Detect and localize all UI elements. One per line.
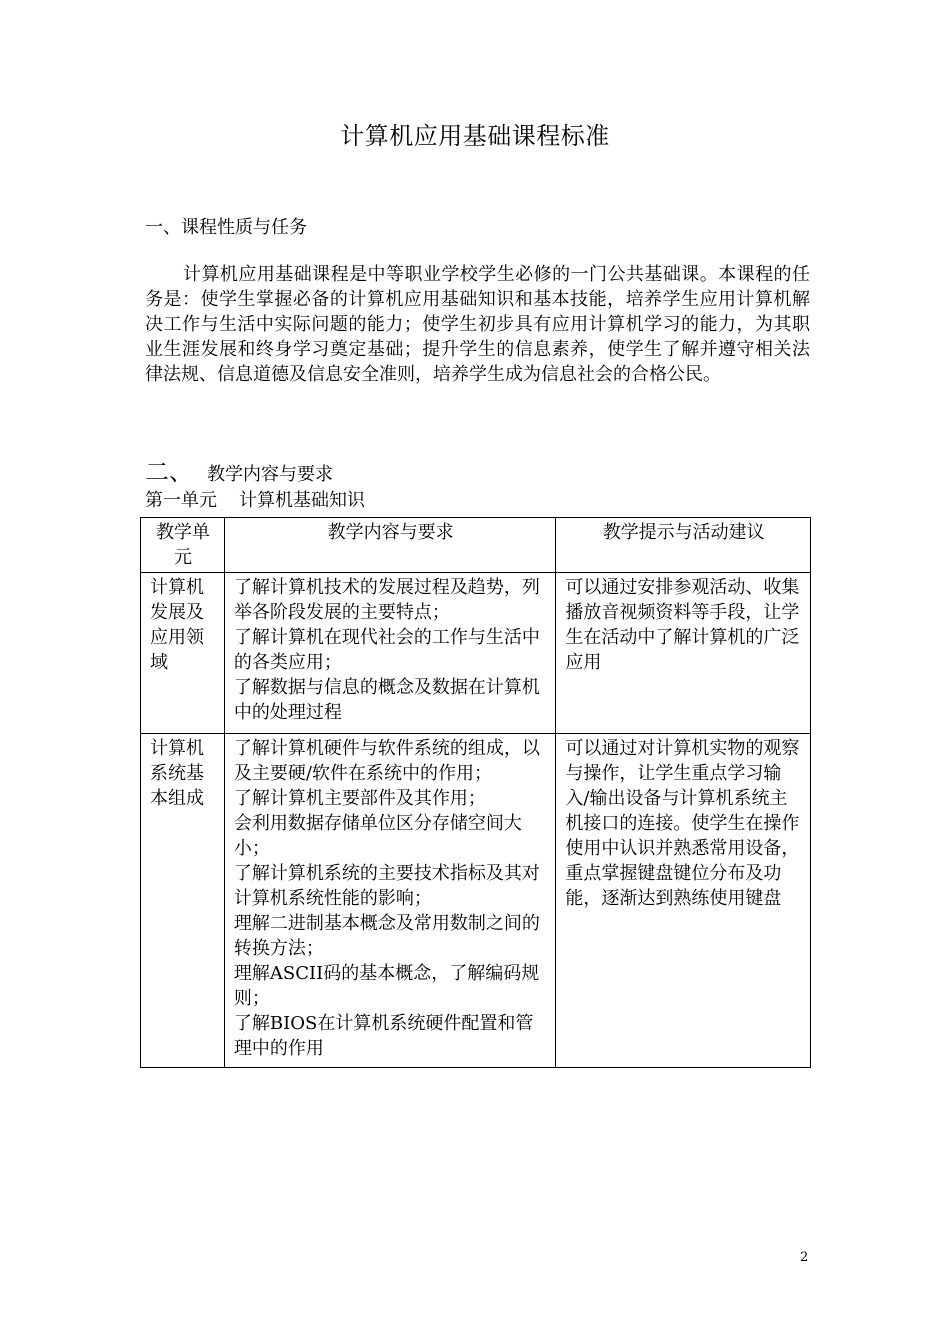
content-table	[140, 517, 811, 1068]
content-item: 了解计算机技术的发展过程及趋势，列举各阶段发展的主要特点；	[233, 577, 540, 623]
content-item: 了解计算机硬件与软件系统的组成，以及主要硬/软件在系统中的作用；	[233, 738, 540, 784]
table-row	[141, 734, 811, 1068]
section-1-heading: 一、课程性质与任务	[145, 217, 307, 238]
row-unit: 计算机发展及应用领域	[141, 573, 225, 734]
content-item: 理解二进制基本概念及常用数制之间的转换方法；	[233, 913, 540, 959]
section-2-heading	[145, 452, 333, 487]
header-content: 教学内容与要求	[224, 518, 555, 573]
content-item: 会利用数据存储单位区分存储空间大小；	[233, 813, 522, 859]
course-nature-paragraph	[145, 262, 810, 387]
row-unit: 计算机系统基本组成	[141, 734, 225, 1068]
row-tips: 可以通过安排参观活动、收集播放音视频资料等手段，让学生在活动中了解计算机的广泛应用	[556, 573, 811, 734]
section-2-text: 教学内容与要求	[207, 464, 333, 485]
page-number: 2	[800, 1250, 809, 1265]
document-title: 计算机应用基础课程标准	[340, 122, 610, 150]
section-2-number: 二、	[145, 458, 193, 486]
row-tips: 可以通过对计算机实物的观察与操作，让学生重点学习输入/输出设备与计算机系统主机接口的连接。使学生在操作使用中认识并熟悉常用设备，重点掌握键盘键位分布及功能，逐渐达到熟练使用键盘	[556, 734, 811, 1068]
table-header-row	[141, 518, 811, 573]
content-item: 了解数据与信息的概念及数据在计算机中的处理过程	[233, 677, 540, 723]
header-unit: 教学单元	[141, 518, 225, 573]
paragraph-text: 计算机应用基础课程是中等职业学校学生必修的一门公共基础课。本课程的任务是：使学生掌握必备的计算机应用基础知识和基本技能，培养学生应用计算机解决工作与生活中实际问题的能力；使学生初步具有应用计算机学习的能力，为其职业生涯发展和终身学习奠定基础；提升学生的信息素养，使学生了解并遵守相关法律法规、信息道德及信息安全准则，培养学生成为信息社会的合格公民。	[145, 264, 810, 385]
content-item: 了解计算机主要部件及其作用；	[233, 788, 486, 809]
content-item: 了解计算机在现代社会的工作与生活中的各类应用；	[233, 627, 540, 673]
content-item: 了解计算机系统的主要技术指标及其对计算机系统性能的影响；	[233, 863, 540, 909]
header-tips: 教学提示与活动建议	[556, 518, 811, 573]
unit-name: 计算机基础知识	[239, 490, 365, 511]
content-item: 了解BIOS在计算机系统硬件配置和管理中的作用	[233, 1013, 534, 1059]
content-item: 理解ASCII码的基本概念，了解编码规则；	[233, 963, 540, 1009]
table-row	[141, 573, 811, 734]
unit-heading	[145, 486, 365, 512]
unit-label: 第一单元	[145, 490, 217, 511]
row-contents	[224, 573, 555, 734]
row-contents	[224, 734, 555, 1068]
